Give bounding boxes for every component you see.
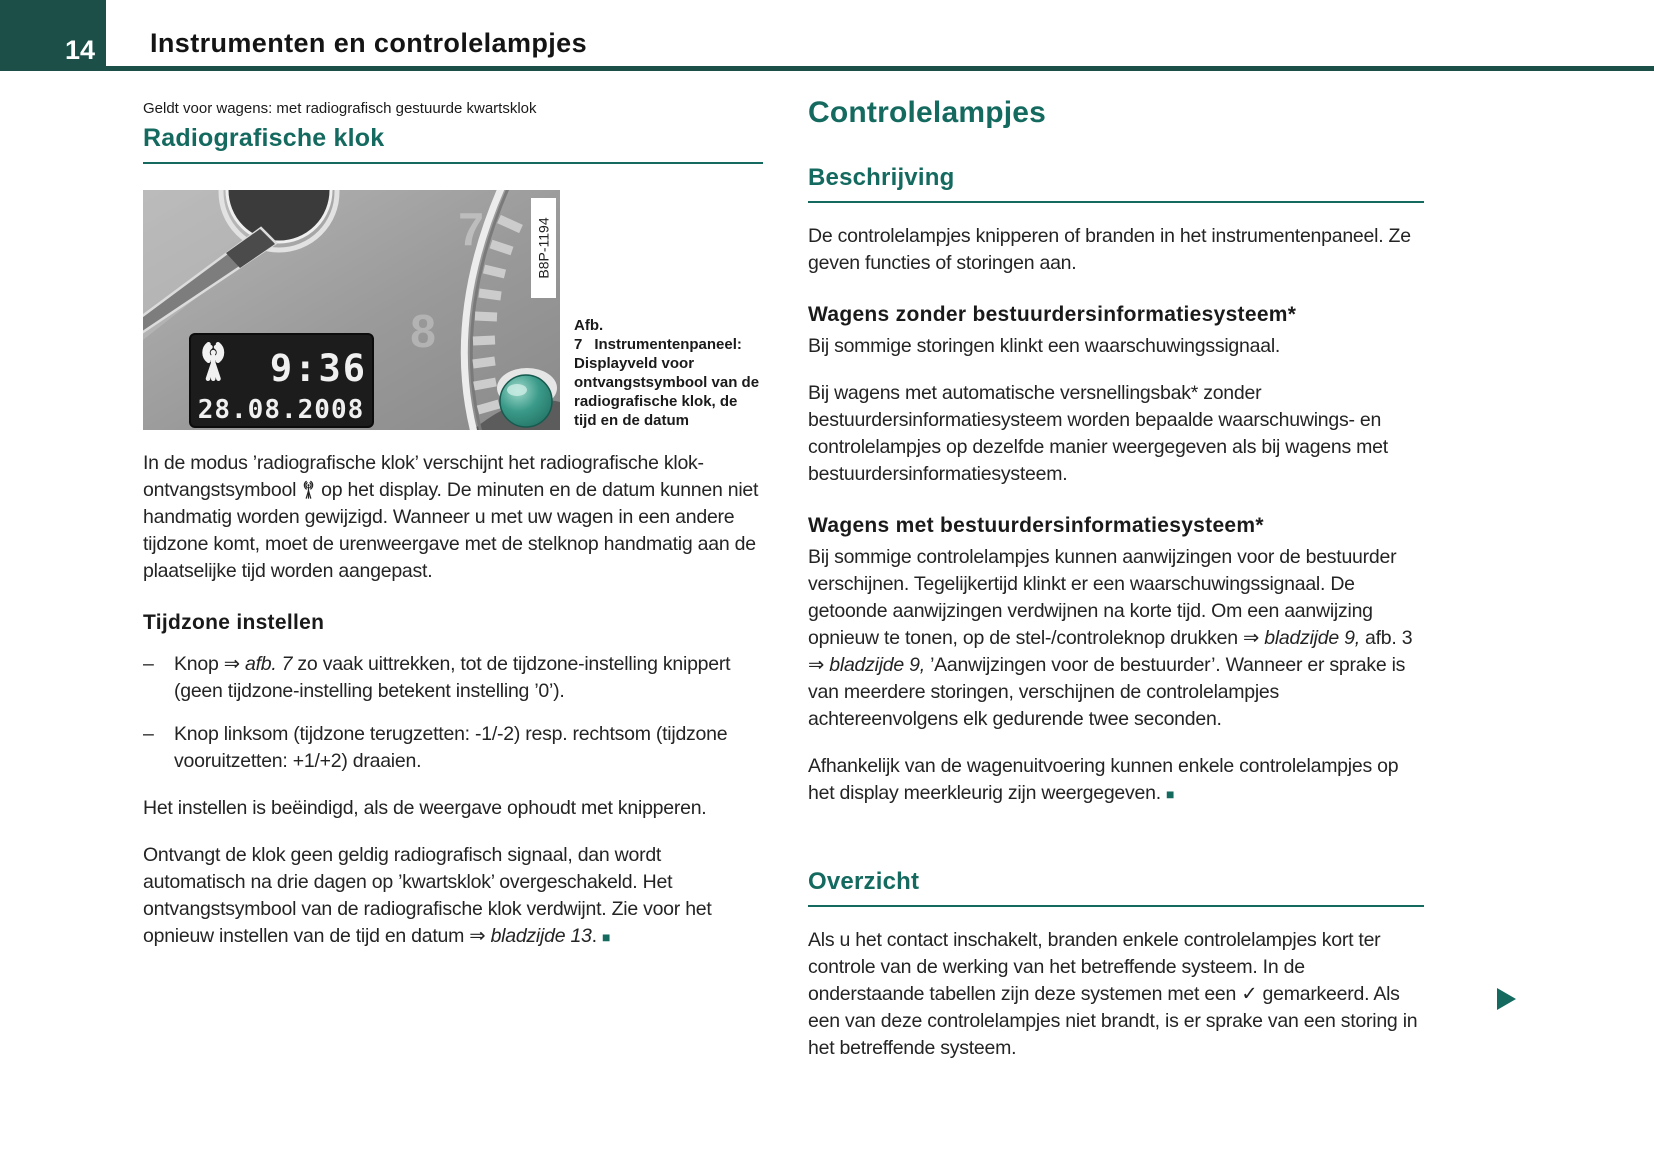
- bullet-text-pre: Knop linksom (tijdzone terugzetten: -1/-2) resp. rechtsom (tijdzone vooruitzetten: +1/+2) draaien.: [174, 723, 728, 772]
- figure-caption-text: Instrumentenpaneel: Displayveld voor ontvangstsymbool van de radiografische klok, de tijd en de datum: [574, 336, 760, 429]
- paragraph-overview-intro: Als u het contact inschakelt, branden enkele controlelampjes kort ter controle van de werking van het betreffende systeem. In de onderstaande tabellen zijn deze systemen met een ✓ gemarkeerd. Als een van deze controlelampjes niet brandt, is er sprake van een storing in het betreffende systeem.: [808, 929, 1418, 1059]
- image-code: B8P-1194: [535, 217, 552, 279]
- display-date: 28.08.2008: [197, 395, 365, 425]
- figure-7-image: [143, 190, 560, 430]
- paragraph-automatic-gearbox: Bij wagens met automatische versnellingsbak* zonder bestuurdersinformatiesysteem worden bepaalde waarschuwings- en controlelampjes op dezelfde manier weergegeven als bij wagens met bestuurdersinformatiesysteem.: [808, 382, 1388, 485]
- right-column: [808, 96, 1424, 1062]
- knob-highlight: [507, 384, 527, 396]
- subheading-without-dis: Wagens zonder bestuurdersinformatiesysteem*: [808, 303, 1297, 326]
- paragraph-lamps-intro: De controlelampjes knipperen of branden in het instrumentenpaneel. Ze geven functies of storingen aan.: [808, 225, 1411, 274]
- figure-7-caption: [574, 316, 763, 430]
- paragraph-text: In de modus ’radiografische klok’ verschijnt het radiografische klok-ontvangstsymbool: [143, 452, 704, 501]
- radio-clock-antenna-icon: [301, 480, 316, 499]
- paragraph-multicolour: [808, 753, 1424, 808]
- cross-reference: bladzijde 9,: [829, 654, 925, 676]
- section-end-marker: ■: [602, 929, 611, 945]
- header-rule: [0, 66, 1654, 71]
- paragraph-text: afb. 3 ⇒: [808, 627, 1413, 676]
- section-title-overview: Overzicht: [808, 868, 1424, 907]
- bullet-dash: –: [143, 723, 154, 745]
- paragraph-warning-signal: Bij sommige storingen klinkt een waarschuwingssignaal.: [808, 335, 1281, 357]
- dial-number-7: 7: [458, 203, 484, 255]
- cross-reference: bladzijde 9,: [1264, 627, 1360, 649]
- paragraph-no-signal: [143, 842, 763, 951]
- dial-number-8: 8: [410, 305, 436, 357]
- chapter-section-title: Controlelampjes: [808, 96, 1047, 129]
- section-title-description: Beschrijving: [808, 164, 1424, 203]
- page-number-box: [0, 0, 106, 71]
- cross-reference: bladzijde 13: [490, 925, 592, 947]
- cross-reference: afb. 7: [244, 653, 293, 675]
- left-column: [143, 100, 763, 951]
- list-item: [143, 651, 763, 705]
- figure-caption-label: Afb. 7: [574, 317, 604, 353]
- paragraph-setting-done: Het instellen is beëindigd, als de weergave ophoudt met knipperen.: [143, 797, 707, 819]
- bullet-text-pre: Knop ⇒: [174, 653, 245, 675]
- paragraph-text: .: [591, 925, 602, 947]
- chapter-title: Instrumenten en controlelampjes: [150, 28, 587, 58]
- applies-note: Geldt voor wagens: met radiografisch gestuurde kwartsklok: [143, 100, 537, 117]
- page-number: 14: [64, 35, 95, 65]
- list-item: [143, 721, 763, 775]
- subheading-set-timezone: Tijdzone instellen: [143, 611, 325, 634]
- figure-7: [143, 190, 763, 430]
- page-continuation-arrow-icon: [1497, 988, 1516, 1010]
- paragraph-text: Ontvangt de klok geen geldig radiografisch signaal, dan wordt automatisch na drie dagen op ’kwartsklok’ overgeschakeld. Het ontvangstsymbool van de radiografische klok verdwijnt. Zie voor het opnieuw instellen van de tijd en datum ⇒: [143, 844, 712, 947]
- bullet-text: [174, 721, 763, 775]
- paragraph-text: op het display. De minuten en de datum kunnen niet handmatig worden gewijzigd. Wanneer u met uw wagen in een andere tijdzone komt, moet de urenweergave met de stelknop handmatig aan de plaatselijke tijd worden aangepast.: [143, 479, 759, 582]
- paragraph-text: Afhankelijk van de wagenuitvoering kunnen enkele controlelampjes op het display meerkleurig zijn weergegeven.: [808, 755, 1399, 804]
- setting-knob: [500, 375, 552, 427]
- bullet-text-post: zo vaak uittrekken, tot de tijdzone-instelling knippert (geen tijdzone-instelling betekent instelling ’0’).: [174, 653, 731, 702]
- paragraph-driver-messages: [808, 544, 1424, 733]
- paragraph-radio-mode: [143, 450, 763, 585]
- section-title-radio-clock: Radiografische klok: [143, 124, 763, 164]
- paragraph-text: Bij sommige controlelampjes kunnen aanwijzingen voor de bestuurder verschijnen. Tegelijkertijd klinkt er een waarschuwingssignaal. De getoonde aanwijzingen verdwijnen na korte tijd. Om een aanwijzing opnieuw te tonen, op de stel-/controleknop drukken ⇒: [808, 546, 1397, 649]
- subheading-with-dis: Wagens met bestuurdersinformatiesysteem*: [808, 514, 1264, 537]
- section-end-marker: ■: [1166, 786, 1175, 802]
- bullet-text: [174, 651, 763, 705]
- instrument-panel-illustration: [143, 190, 560, 430]
- bullet-dash: –: [143, 653, 154, 675]
- display-time: 9:36: [269, 347, 367, 390]
- paragraph-text: ’Aanwijzingen voor de bestuurder’. Wanneer er sprake is van meerdere storingen, verschijnen de controlelampjes achtereenvolgens elk gedurende twee seconden.: [808, 654, 1406, 730]
